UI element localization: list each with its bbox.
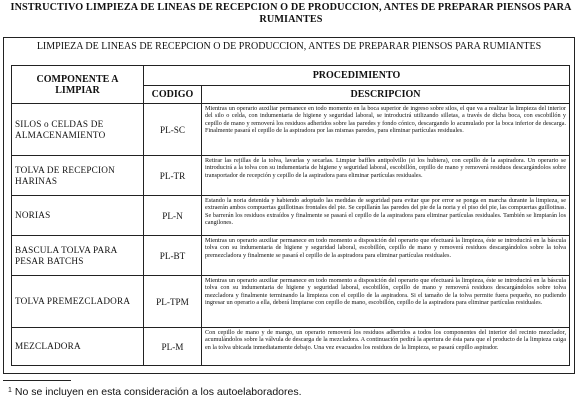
row-codigo: PL-N	[144, 196, 202, 236]
table-row	[12, 276, 570, 328]
row-componente: BASCULA TOLVA PARA PESAR BATCHS	[12, 236, 144, 276]
row-descripcion: Con cepillo de mano y de mango, un operario removerá los residuos adheridos a todos los componentes del interior del recinto mezclador, acumulándolos sobre la válvula de descarga de la mezcladora. A continuación pedirá la apertura de ésta para que el producto de la limpieza caiga en la tolva ubicada inmediatamente debajo. Una vez evacuados los residuos de la limpieza, se pasará cepillo aspirador.	[202, 328, 570, 366]
row-descripcion: Mientras un operario auxiliar permanece en todo momento a disposición del operario que efectuará la limpieza, éste se introducirá en la báscula tolva con su indumentaria de higiene y seguridad laboral, escobillón, cepillo de mano y removerá residuos descargándolos sobre la tolva premezcladora y finalmente se pasará el cepillo de la aspiradora para eliminar partículas residuales.	[202, 236, 570, 276]
row-codigo: PL-BT	[144, 236, 202, 276]
header-procedimiento: PROCEDIMIENTO	[144, 66, 570, 86]
table-row	[12, 236, 570, 276]
header-descripcion: DESCRIPCION	[202, 86, 570, 104]
row-componente: NORIAS	[12, 196, 144, 236]
document-title: INSTRUCTIVO LIMPIEZA DE LINEAS DE RECEPCION O DE PRODUCCION, ANTES DE PREPARAR PIENSOS PARA RUMIANTES	[10, 2, 572, 25]
row-codigo: PL-TPM	[144, 276, 202, 328]
row-descripcion: Mientras un operario auxiliar permanece en todo momento en la boca superior de ingreso sobre silos, el que va a realizar la limpieza del interior del silo o celda, con indumentaria de higiene y seguridad laboral, se introducirá utilizando silletas, a través de dicha boca, con escobillón y cepillo de mano y removerá los residuos adheridos sobre las paredes y fondo cónico, descargando lo acumulado por la boca inferior de descarga. Finalmente pasará el cepillo de la aspiradora por las mismas paredes, para eliminar partículas residuales.	[202, 104, 570, 156]
table-row	[12, 196, 570, 236]
table-row	[12, 328, 570, 366]
header-componente: COMPONENTE A LIMPIAR	[12, 66, 144, 104]
row-componente: MEZCLADORA	[12, 328, 144, 366]
row-codigo: PL-SC	[144, 104, 202, 156]
table-row	[12, 156, 570, 196]
procedure-frame	[3, 37, 575, 374]
footnote-rule	[3, 380, 71, 381]
footnote-marker: 1	[8, 387, 12, 394]
row-descripcion: Retirar las rejillas de la tolva, lavarlas y secarlas. Limpiar baffles antipolvillo (si los hubiera), con cepillo de la aspiradora. Un operario se introducirá a la tolva con su indumentaria de higiene y seguridad laboral, escobillón, cepillo de mano y removerá residuos descargándolos sobre transportador de recepción y cepillo de la aspiradora para eliminar partículas residuales.	[202, 156, 570, 196]
table-row	[12, 104, 570, 156]
row-componente: TOLVA DE RECEPCION HARINAS	[12, 156, 144, 196]
row-componente: TOLVA PREMEZCLADORA	[12, 276, 144, 328]
row-descripcion: Estando la noria detenida y habiendo adoptado las medidas de seguridad para evitar que por error se ponga en marcha durante la limpieza, se extraerán ambos compuertas guillotinas frontales del pie. Se cepillarán las paredes del pie de la noria y el piso del pie, las compuertas guillotinas. Se barrerán los residuos extraídos y finalmente se pasará el cepillo de la aspiradora para eliminar partículas residuales. También se limpiarán los cangilones.	[202, 196, 570, 236]
header-codigo: CODIGO	[144, 86, 202, 104]
table-subtitle: LIMPIEZA DE LINEAS DE RECEPCION O DE PRODUCCION, ANTES DE PREPARAR PIENSOS PARA RUMIANTES	[36, 41, 542, 52]
row-codigo: PL-M	[144, 328, 202, 366]
footnote	[8, 385, 302, 398]
row-descripcion: Mientras un operario auxiliar permanece en todo momento a disposición del operario que efectuará la limpieza, éste se introducirá en la báscula tolva con su indumentaria de higiene y seguridad laboral, escobillón, cepillo de mano y removerá residuos descargándolos sobre tolva mezcladora y finalmente terminando la limpieza con el cepillo de la aspiradora. Si el tamaño de la tolva permite fuera pequeño, no pudiendo ingresar un operario a ella, deberá limpiarse con cepillo de mano, escobillón, cepillo de la aspiradora para eliminar partículas residuales.	[202, 276, 570, 328]
footnote-text: No se incluyen en esta consideración a los autoelaboradores.	[14, 386, 302, 398]
procedure-table	[11, 65, 570, 366]
row-componente: SILOS o CELDAS DE ALMACENAMIENTO	[12, 104, 144, 156]
row-codigo: PL-TR	[144, 156, 202, 196]
